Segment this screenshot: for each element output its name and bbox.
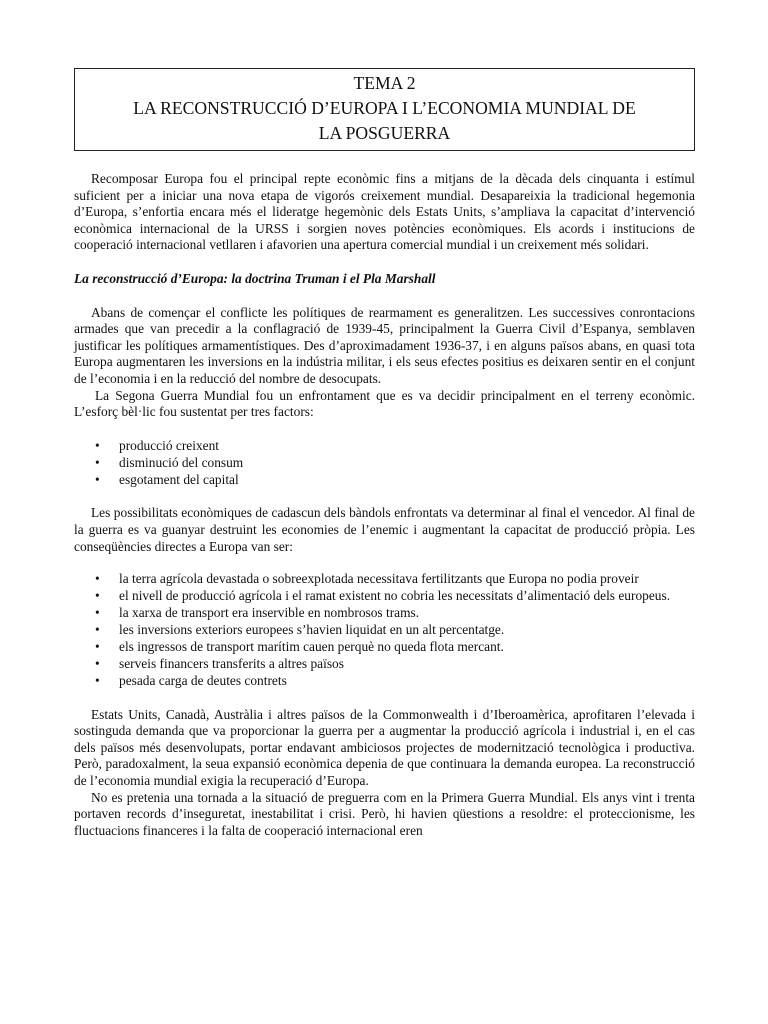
list-item: [74, 639, 695, 656]
bullet-icon: •: [95, 588, 100, 604]
paragraph-war-economy: La Segona Guerra Mundial fou un enfrontament que es va decidir principalment en el terreny econòmic. L’esforç bèl·lic fou sustentat per tres factors:: [74, 387, 695, 420]
list-item-text: pesada carga de deutes contrets: [119, 672, 287, 688]
topic-number: TEMA 2: [353, 73, 416, 93]
document-page: [74, 68, 695, 839]
bullet-icon: •: [95, 672, 100, 688]
bullet-icon: •: [95, 437, 100, 453]
list-item: [74, 472, 695, 489]
paragraph-rearmament: Abans de començar el conflicte les polítiques de rearmament es generalitzen. Les successives conrontacions armades que van precedir a la conflagració de 1939-45, principalment la Guerra Civil d’Espanya, semblaven justificar les polítiques armamentístiques. Des d’aproximadament 1936-37, i en alguns països abans, en quasi tota Europa augmentaren les inversions en la indústria militar, i els seus efectes positius es deixaren sentir en el conjunt de l’economia i en la reducció del nombre de desocupats.: [74, 304, 695, 386]
title-box: [74, 68, 695, 151]
title-line-1: LA RECONSTRUCCIÓ D’EUROPA I L’ECONOMIA MUNDIAL DE: [133, 98, 636, 118]
consequences-list: [74, 571, 695, 689]
list-item: [74, 673, 695, 690]
list-item-text: producció creixent: [119, 437, 220, 453]
paragraph-postwar: No es pretenia una tornada a la situació de preguerra com en la Primera Guerra Mundial. Els anys vint i trenta portaven records d’inseguretat, inestabilitat i crisi. Però, hi havien qüestions a resoldre: el proteccionisme, les fluctuacions financeres i la falta de cooperació internacional eren: [74, 789, 695, 838]
bullet-icon: •: [95, 638, 100, 654]
list-item: [74, 438, 695, 455]
factors-list: [74, 438, 695, 489]
list-item: [74, 571, 695, 588]
list-item-text: serveis financers transferits a altres països: [119, 655, 344, 671]
bullet-icon: •: [95, 471, 100, 487]
bullet-icon: •: [95, 571, 100, 587]
paragraph-commonwealth: Estats Units, Canadà, Austràlia i altres països de la Commonwealth i d’Iberoamèrica, aprofitaren l’elevada i sostinguda demanda que va proporcionar la guerra per a augmentar la producció agrícola i industrial i, en el cas dels països més desenvolupats, portar endavant ambiciosos projectes de modernització tecnològica i productiva. Però, paradoxalment, la seua expansió econòmica depenia de que continuara la demanda europea. La reconstrucció de l’economia mundial exigia la recuperació d’Europa.: [74, 706, 695, 788]
bullet-icon: •: [95, 655, 100, 671]
bullet-icon: •: [95, 621, 100, 637]
list-item: [74, 605, 695, 622]
list-item-text: esgotament del capital: [119, 471, 239, 487]
list-item-text: el nivell de producció agrícola i el ramat existent no cobria les necessitats d’alimentació dels europeus.: [119, 588, 671, 604]
list-item-text: les inversions exteriors europees s’havien liquidat en un alt percentatge.: [119, 621, 505, 637]
bullet-icon: •: [95, 605, 100, 621]
intro-paragraph: Recomposar Europa fou el principal repte econòmic fins a mitjans de la dècada dels cinquanta i estímul suficient per a iniciar una nova etapa de vigorós creixement mundial. Desapareixia la tradicional hegemonia d’Europa, s’enfortia encara més el lideratge hegemònic dels Estats Units, s’ampliava la capacitat d’intervenció econòmica internacional de la URSS i sorgien noves potències econòmiques. Els acords i institucions de cooperació internacional vetllaren i afavorien una apertura comercial mundial i un creixement més solidari.: [74, 171, 695, 253]
list-item: [74, 656, 695, 673]
list-item: [74, 588, 695, 605]
list-item: [74, 455, 695, 472]
paragraph-consequences-intro: Les possibilitats econòmiques de cadascun dels bàndols enfrontats va determinar al final el vencedor. Al final de la guerra es va guanyar destruint les economies de l’enemic i augmentant la capacitat de producció pròpia. Les conseqüències directes a Europa van ser:: [74, 505, 695, 554]
list-item: [74, 622, 695, 639]
list-item-text: disminució del consum: [119, 454, 244, 470]
list-item-text: la xarxa de transport era inservible en nombrosos trams.: [119, 605, 420, 621]
list-item-text: la terra agrícola devastada o sobreexplotada necessitava fertilitzants que Europa no podia proveir: [119, 571, 639, 587]
list-item-text: els ingressos de transport marítim cauen perquè no queda flota mercant.: [119, 638, 504, 654]
bullet-icon: •: [95, 454, 100, 470]
title-line-2: LA POSGUERRA: [318, 123, 451, 143]
section-heading: La reconstrucció d’Europa: la doctrina Truman i el Pla Marshall: [74, 270, 436, 286]
